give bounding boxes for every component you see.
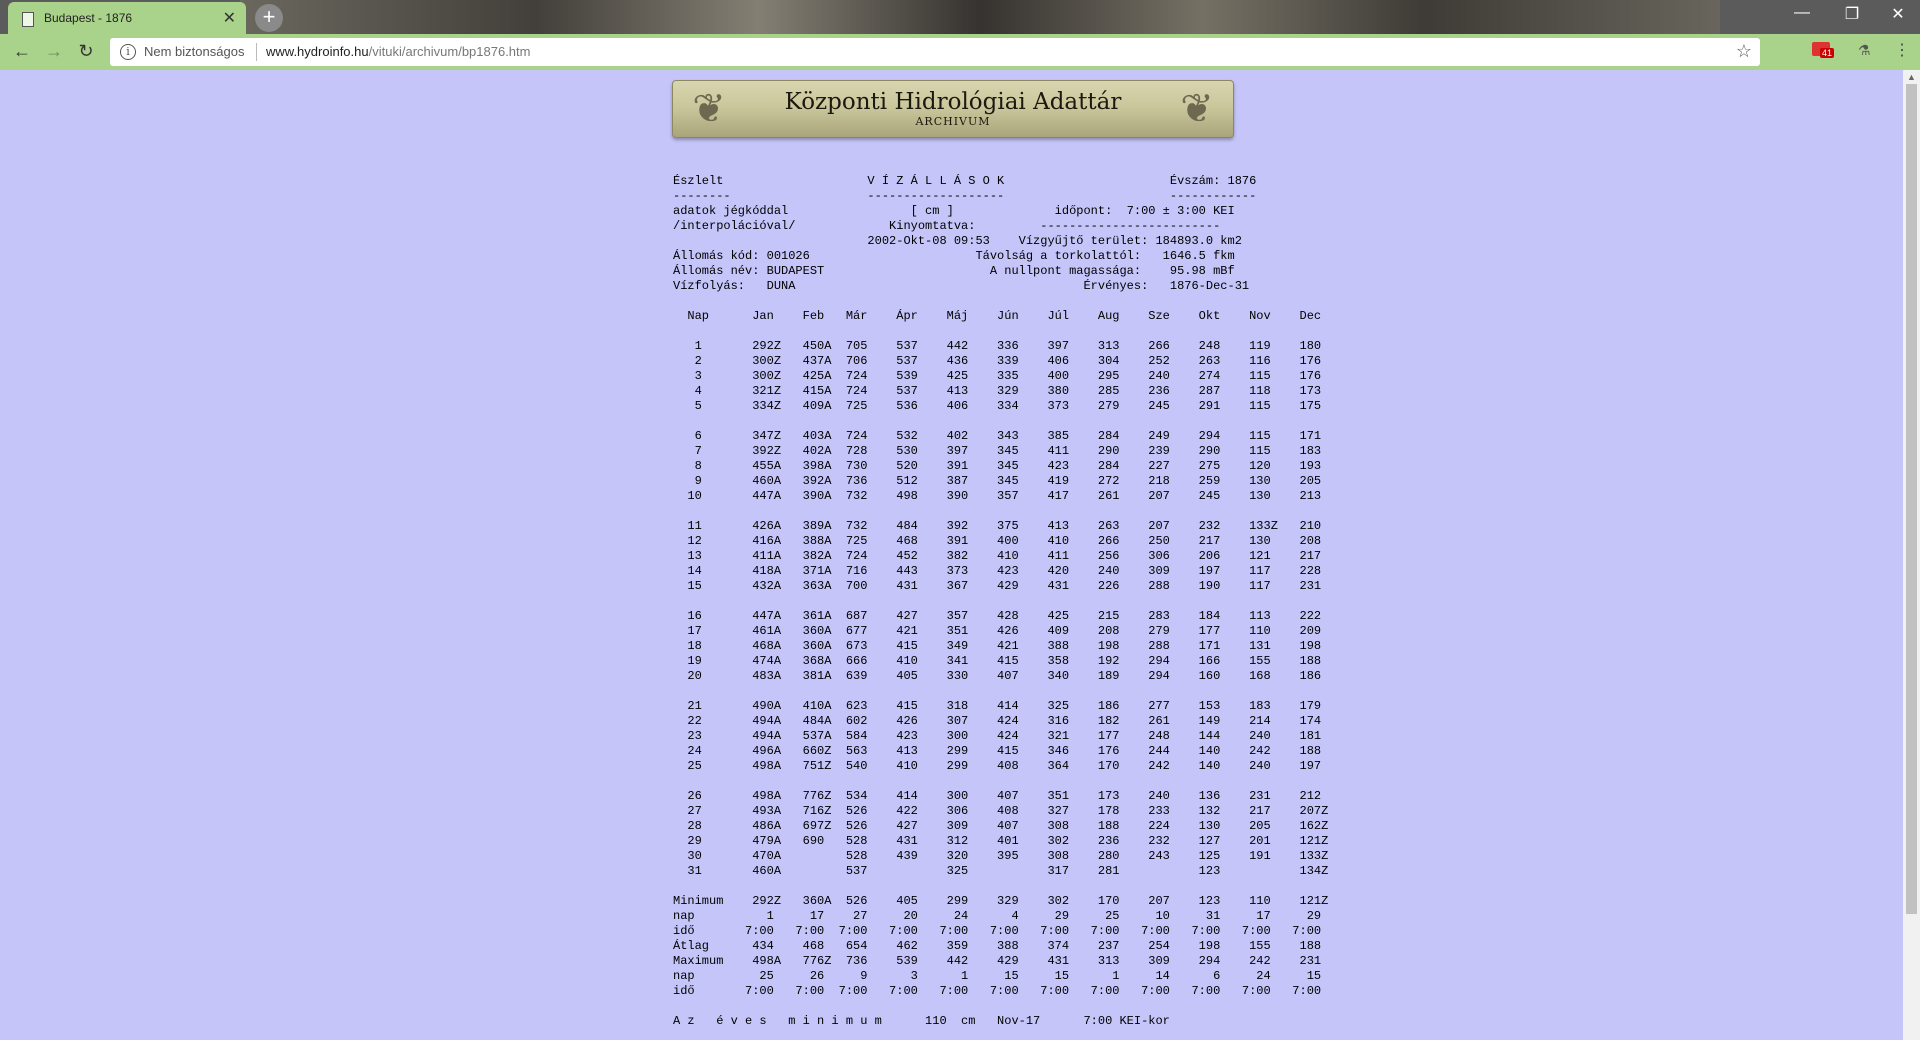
restore-icon[interactable]: ❐	[1844, 6, 1860, 23]
ornament-right-icon: ❦	[1180, 87, 1214, 131]
gmail-extension-icon[interactable]	[1812, 42, 1833, 58]
url-path: /vituki/archivum/bp1876.htm	[368, 44, 531, 59]
new-tab-button[interactable]: +	[255, 4, 283, 32]
url-text[interactable]	[266, 44, 530, 59]
extension-icon[interactable]: ⚗	[1858, 42, 1871, 58]
titlebar-theme-art	[240, 0, 1720, 34]
banner-title: Központi Hidrológiai Adattár	[784, 89, 1122, 115]
browser-titlebar	[0, 0, 1920, 34]
security-label: Nem biztonságos	[144, 44, 245, 59]
close-tab-icon[interactable]: ✕	[222, 10, 236, 27]
divider	[256, 43, 257, 61]
menu-dots-icon[interactable]: ⋮	[1894, 42, 1910, 59]
url-host: www.hydroinfo.hu	[266, 44, 369, 59]
info-icon[interactable]: i	[120, 44, 136, 60]
scrollbar-thumb[interactable]	[1906, 84, 1917, 914]
address-bar[interactable]	[110, 38, 1760, 66]
scroll-up-icon[interactable]: ▲	[1907, 72, 1916, 82]
browser-toolbar	[0, 34, 1920, 70]
minimize-icon[interactable]: —	[1794, 4, 1810, 21]
tab-title: Budapest - 1876	[44, 11, 133, 25]
forward-arrow-icon[interactable]: →	[45, 41, 63, 61]
page-icon	[22, 12, 34, 27]
water-level-report: Észlelt V Í Z Á L L Á S O K Évszám: 1876 -------- ------------------- ------------ adatok jégkóddal [ cm ] időpont: 7:00 ± 3:00 KEI /interpolációval/ Kinyomtatva: ------------------------- 2002-Okt-08 09:53 Vízgyűjtő terület: 184893.0 km2 Állomás kód: 001026 Távolság a torkolattól: 1646.5 fkm Állomás név: BUDAPEST A nullpont magassága: 95.98 mBf Vízfolyás: DUNA Érvényes: 1876-Dec-31 Nap Jan Feb Már Ápr Máj Jún Júl Aug Sze Okt Nov Dec 1 292Z 450A 705 537 442 336 397 313 266 248 119 180 2 300Z 437A 706 537 436 339 406 304 252 263 116 176 3 300Z 425A 724 539 425 335 400 295 240 274 115 176 4 321Z 415A 724 537 413 329 380 285 236 287 118 173 5 334Z 409A 725 536 406 334 373 279 245 291 115 175 6 347Z 403A 724 532 402 343 385 284 249 294 115 171 7 392Z 402A 728 530 397 345 411 290 239 290 115 183 8 455A 398A 730 520 391 345 423 284 227 275 120 193 9 460A 392A 736 512 387 345 419 272 218 259 130 205 10 447A 390A 732 498 390 357 417 261 207 245 130 213 11 426A 389A 732 484 392 375 413 263 207 232 133Z 210 12 416A 388A 725 468 391 400 410 266 250 217 130 208 13 411A 382A 724 452 382 410 411 256 306 206 121 217 14 418A 371A 716 443 373 423 420 240 309 197 117 228 15 432A 363A 700 431 367 429 431 226 288 190 117 231 16 447A 361A 687 427 357 428 425 215 283 184 113 222 17 461A 360A 677 421 351 426 409 208 279 177 110 209 18 468A 360A 673 415 349 421 388 198 288 171 131 198 19 474A 368A 666 410 341 415 358 192 294 166 155 188 20 483A 381A 639 405 330 407 340 189 294 160 168 186 21 490A 410A 623 415 318 414 325 186 277 153 183 179 22 494A 484A 602 426 307 424 316 182 261 149 214 174 23 494A 537A 584 423 300 424 321 177 248 144 240 181 24 496A 660Z 563 413 299 415 346 176 244 140 242 188 25 498A 751Z 540 410 299 408 364 170 242 140 240 197 26 498A 776Z 534 414 300 407 351 173 240 136 231 212 27 493A 716Z 526 422 306 408 327 178 233 132 217 207Z 28 486A 697Z 526 427 309 407 308 188 224 130 205 162Z 29 479A 690 528 431 312 401 302 236 232 127 201 121Z 30 470A 528 439 320 395 308 280 243 125 191 133Z 31 460A 537 325 317 281 123 134Z Minimum 292Z 360A 526 405 299 329 302 170 207 123 110 121Z nap 1 17 27 20 24 4 29 25 10 31 17 29 idő 7:00 7:00 7:00 7:00 7:00 7:00 7:00 7:00 7:00 7:00 7:00 7:00 Átlag 434 468 654 462 359 388 374 237 254 198 155 188 Maximum 498A 776Z 736 539 442 429 431 313 309 294 242 231 nap 25 26 9 3 1 15 15 1 14 6 24 15 idő 7:00 7:00 7:00 7:00 7:00 7:00 7:00 7:00 7:00 7:00 7:00 7:00 A z é v e s m i n i m u m 110 cm Nov-17 7:00 KEI-kor	[673, 174, 1329, 1028]
banner-subtitle: ARCHIVUM	[915, 115, 991, 128]
page-content	[0, 70, 1903, 1040]
ornament-left-icon: ❦	[692, 87, 726, 131]
header-banner	[672, 80, 1234, 138]
back-arrow-icon[interactable]: ←	[13, 41, 31, 61]
gmail-badge: 41	[1822, 48, 1833, 58]
browser-tab[interactable]	[8, 2, 246, 34]
vertical-scrollbar[interactable]	[1903, 70, 1920, 1040]
bookmark-star-icon[interactable]: ☆	[1735, 41, 1752, 61]
close-window-icon[interactable]: ✕	[1891, 6, 1905, 23]
reload-icon[interactable]: ↻	[78, 41, 94, 61]
